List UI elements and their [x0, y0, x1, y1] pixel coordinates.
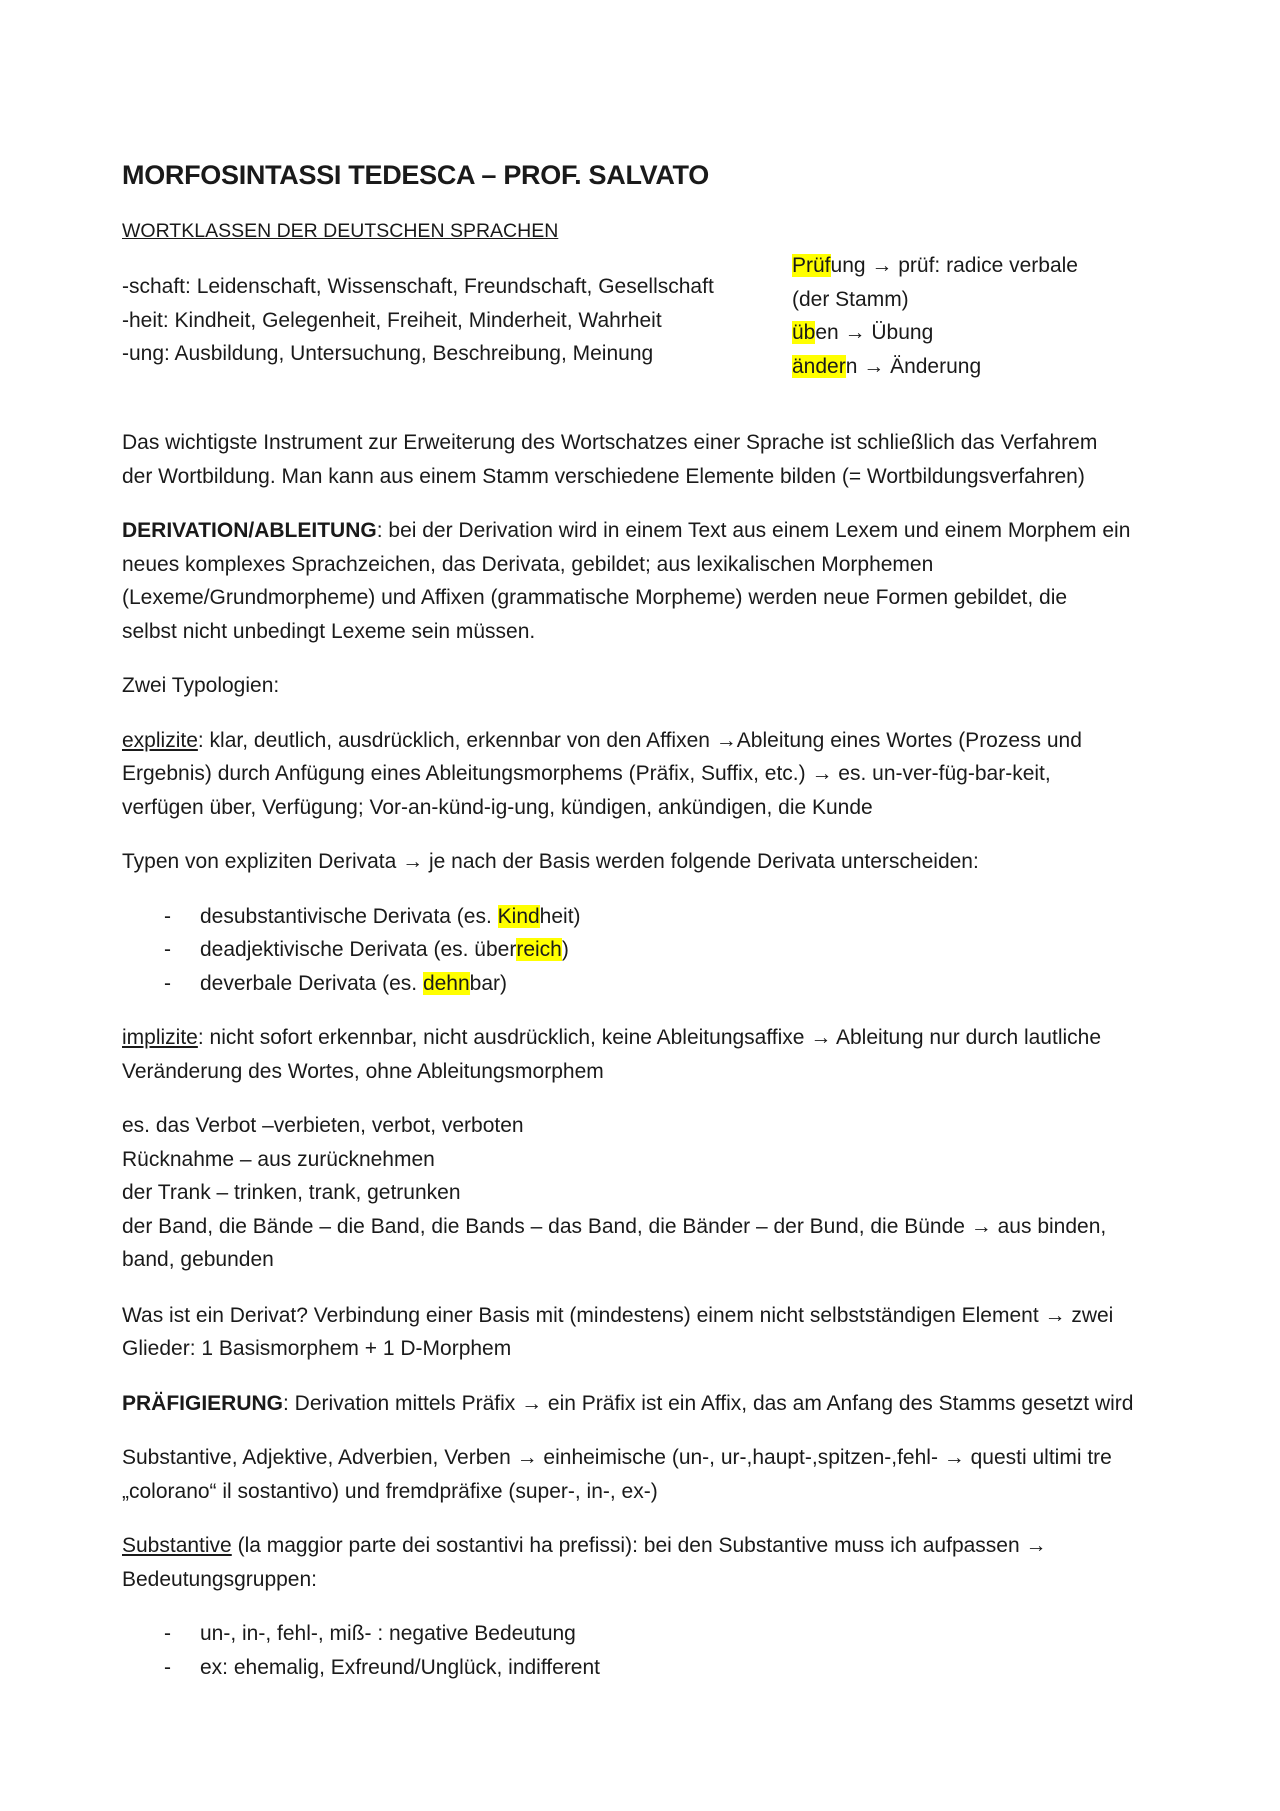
- implicit-term: implizite: [122, 1026, 198, 1049]
- highlight: reich: [516, 938, 562, 961]
- intro-paragraph: Das wichtigste Instrument zur Erweiterung des Wortschatzes einer Sprache ist schließlich das Verfahrem der Wortbildung. Man kann aus einem Stamm verschiedene Elemente bilden (= Wortbildungsverfahren): [122, 431, 1098, 488]
- derivation-paragraph: DERIVATION/ABLEITUNG: bei der Derivation wird in einem Text aus einem Lexem und einem Morphem ein neues komplexes Sprachzeichen, das Derivata, gebildet; aus lexikalischen Morphemen (Lexeme/Grundmorpheme) und Affixen (grammatische Morpheme) werden neue Formen gebildet, die selbst nicht unbedingt Lexeme sein müssen.: [122, 519, 1131, 643]
- types-intro: Typen von expliziten Derivata → je nach der Basis werden folgende Derivata unterscheiden:: [122, 850, 979, 873]
- implicit-examples: es. das Verbot –verbieten, verbot, verboten Rücknahme – aus zurücknehmen der Trank – trinken, trank, getrunken der Band, die Bände – die Band, die Bands – das Band, die Bänder – der Bund, die Bünde → aus binden, band, gebunden: [122, 1114, 1107, 1271]
- highlight: Kind: [497, 904, 540, 928]
- explicit-term: explizite: [122, 728, 198, 752]
- meaning-groups-list: [122, 1617, 1174, 1684]
- suffix-schaft: -schaft: Leidenschaft, Wissenschaft, Freundschaft, Gesellschaft: [122, 275, 714, 298]
- prefixation-term: PRÄFIGIERUNG: [122, 1391, 284, 1415]
- spacer: [122, 1277, 1174, 1299]
- list-item: - desubstantivische Derivata (es. Kindheit): [122, 900, 1174, 934]
- stem-example-ueben: üben → Übung: [792, 321, 934, 344]
- prefixation-paragraph: PRÄFIGIERUNG: Derivation mittels Präfix → ein Präfix ist ein Affix, das am Anfang des Stamms gesetzt wird: [122, 1391, 1134, 1415]
- stem-example-aendern: ändern → Änderung: [792, 354, 982, 378]
- section-heading: WORTKLASSEN DER DEUTSCHEN SPRACHEN: [122, 220, 559, 242]
- implicit-paragraph: implizite: nicht sofort erkennbar, nicht ausdrücklich, keine Ableitungsaffixe → Ableitung nur durch lautliche Veränderung des Wortes, ohne Ableitungsmorphem: [122, 1026, 1102, 1083]
- nouns-paragraph: Substantive (la maggior parte dei sostantivi ha prefissi): bei den Substantive muss ich aufpassen → Bedeutungsgruppen:: [122, 1534, 1047, 1591]
- list-item: - deadjektivische Derivata (es. überreich): [122, 933, 1174, 967]
- highlight: dehn: [422, 971, 470, 995]
- word-classes-paragraph: Substantive, Adjektive, Adverbien, Verben → einheimische (un-, ur-,haupt-,spitzen-,fehl- → questi ultimi tre „colorano“ il sostantivo) und fremdpräfixe (super-, in-, ex-): [122, 1446, 1112, 1503]
- highlight: üb: [792, 321, 816, 344]
- suffix-ung: -ung: Ausbildung, Untersuchung, Beschreibung, Meinung: [122, 342, 654, 365]
- stem-example-pruefung: Prüfung → prüf: radice verbale: [792, 254, 1078, 277]
- list-item: - ex: ehemalig, Exfreund/Unglück, indifferent: [122, 1651, 1174, 1685]
- highlight: änder: [792, 354, 846, 378]
- highlight: Prüf: [792, 254, 831, 277]
- page-title: MORFOSINTASSI TEDESCA – PROF. SALVATO: [122, 160, 709, 190]
- typologies-label: Zwei Typologien:: [122, 674, 280, 697]
- list-item: - un-, in-, fehl-, miß- : negative Bedeutung: [122, 1617, 1174, 1651]
- derivation-term: DERIVATION/ABLEITUNG: [122, 519, 377, 542]
- stem-note: (der Stamm): [792, 287, 909, 311]
- list-item: - deverbale Derivata (es. dehnbar): [122, 967, 1174, 1001]
- main-content: [122, 426, 1174, 1705]
- suffix-examples: [122, 270, 762, 371]
- derivation-types-list: [122, 900, 1174, 1001]
- derivat-definition: Was ist ein Derivat? Verbindung einer Basis mit (mindestens) einem nicht selbstständigen Element → zwei Glieder: 1 Basismorphem + 1 D-Morphem: [122, 1303, 1114, 1360]
- suffix-heit: -heit: Kindheit, Gelegenheit, Freiheit, Minderheit, Wahrheit: [122, 308, 662, 332]
- stem-examples: [792, 249, 1232, 383]
- explicit-paragraph: explizite: klar, deutlich, ausdrücklich, erkennbar von den Affixen →Ableitung eines Wortes (Prozess und Ergebnis) durch Anfügung eines Ableitungsmorphems (Präfix, Suffix, etc.) → es. un-ver-füg-bar-keit, verfügen über, Verfügung; Vor-an-künd-ig-ung, kündigen, ankündigen, die Kunde: [122, 728, 1082, 819]
- nouns-term: Substantive: [122, 1534, 232, 1557]
